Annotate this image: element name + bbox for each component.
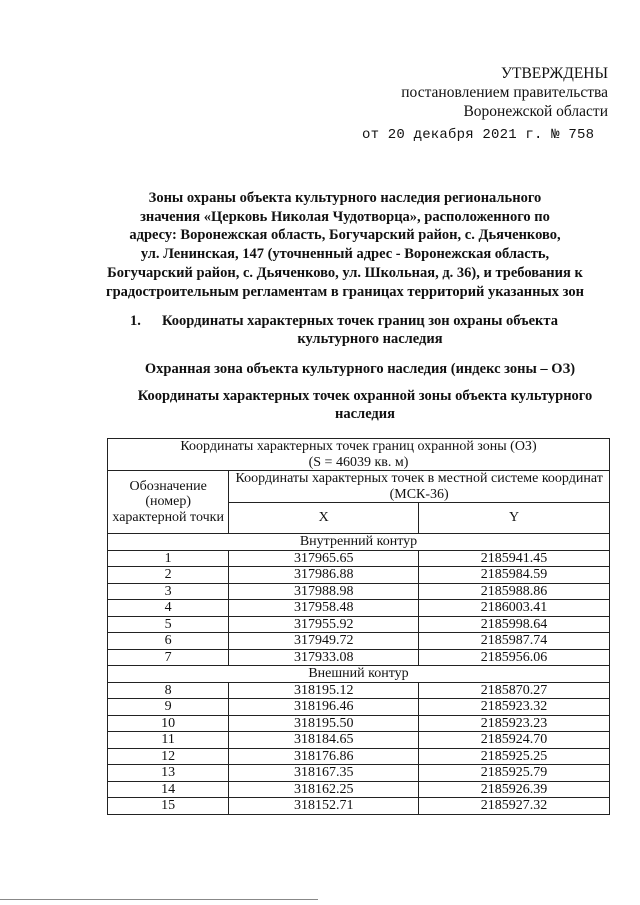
section-number: 1.	[130, 313, 141, 329]
y-coordinate-cell: 2185923.23	[419, 715, 610, 732]
document-title-line: адресу: Воронежская область, Богучарский район, с. Дьяченково,	[129, 227, 561, 244]
section-heading-line-1: Координаты характерных точек границ зон охраны объекта	[162, 313, 558, 329]
x-coordinate-cell: 317988.98	[229, 583, 419, 600]
table-caption-line-2: (S = 46039 кв. м)	[308, 454, 409, 470]
y-coordinate-cell: 2185925.25	[419, 748, 610, 765]
y-coordinate-cell: 2185987.74	[419, 633, 610, 650]
section-1-heading	[130, 312, 610, 348]
x-coordinate-cell: 318152.71	[229, 798, 419, 815]
table-row	[108, 583, 610, 600]
document-title-line: градостроительным регламентам в границах территорий указанных зон	[105, 283, 584, 300]
table-row	[108, 567, 610, 584]
coordinates-table	[107, 438, 610, 815]
coordinates-title-line-2: наследия	[335, 406, 395, 422]
footer-rule	[0, 899, 318, 900]
point-number-cell: 12	[108, 748, 229, 765]
y-coordinate-cell: 2185998.64	[419, 616, 610, 633]
header-x: X	[229, 503, 419, 534]
coordinates-title	[110, 387, 620, 423]
decree-date-number: от 20 декабря 2021 г. № 758	[362, 127, 595, 143]
table-row	[108, 748, 610, 765]
point-number-cell: 2	[108, 567, 229, 584]
header-coordinates: Координаты характерных точек в местной системе координат (МСК-36)	[229, 471, 610, 503]
approval-block	[308, 64, 608, 121]
point-number-cell: 5	[108, 616, 229, 633]
x-coordinate-cell: 317949.72	[229, 633, 419, 650]
approval-line-1: постановлением правительства	[401, 84, 608, 101]
document-title-line: Богучарский район, с. Дьяченково, ул. Школьная, д. 36), и требования к	[107, 264, 583, 281]
approval-status: УТВЕРЖДЕНЫ	[501, 65, 608, 82]
y-coordinate-cell: 2185956.06	[419, 649, 610, 666]
point-number-cell: 6	[108, 633, 229, 650]
section-heading-line-2: культурного наследия	[297, 331, 443, 347]
table-row	[108, 699, 610, 716]
table-row	[108, 633, 610, 650]
x-coordinate-cell: 317958.48	[229, 600, 419, 617]
contour-label: Внутренний контур	[108, 534, 610, 551]
x-coordinate-cell: 317933.08	[229, 649, 419, 666]
table-header-row	[108, 471, 610, 503]
header-point-designation: Обозначение (номер) характерной точки	[108, 471, 229, 534]
x-coordinate-cell: 318195.50	[229, 715, 419, 732]
x-coordinate-cell: 318176.86	[229, 748, 419, 765]
y-coordinate-cell: 2185924.70	[419, 732, 610, 749]
y-coordinate-cell: 2185988.86	[419, 583, 610, 600]
table-row	[108, 649, 610, 666]
point-number-cell: 9	[108, 699, 229, 716]
contour-section-row	[108, 666, 610, 683]
point-number-cell: 1	[108, 550, 229, 567]
coordinates-title-line-1: Координаты характерных точек охранной зоны объекта культурного	[137, 388, 593, 404]
zone-title: Охранная зона объекта культурного наследия (индекс зоны – ОЗ)	[144, 361, 576, 377]
document-title	[90, 189, 600, 301]
point-number-cell: 13	[108, 765, 229, 782]
table-row	[108, 732, 610, 749]
table-row	[108, 765, 610, 782]
point-number-cell: 11	[108, 732, 229, 749]
point-number-cell: 14	[108, 781, 229, 798]
y-coordinate-cell: 2185925.79	[419, 765, 610, 782]
x-coordinate-cell: 317986.88	[229, 567, 419, 584]
y-coordinate-cell: 2185941.45	[419, 550, 610, 567]
table-caption	[108, 439, 610, 471]
contour-label: Внешний контур	[108, 666, 610, 683]
table-caption-row	[108, 439, 610, 471]
table-caption-line-1: Координаты характерных точек границ охранной зоны (ОЗ)	[180, 439, 537, 454]
x-coordinate-cell: 318167.35	[229, 765, 419, 782]
x-coordinate-cell: 318195.12	[229, 682, 419, 699]
y-coordinate-cell: 2185923.32	[419, 699, 610, 716]
table-row	[108, 798, 610, 815]
y-coordinate-cell: 2186003.41	[419, 600, 610, 617]
y-coordinate-cell: 2185870.27	[419, 682, 610, 699]
table-row	[108, 616, 610, 633]
point-number-cell: 4	[108, 600, 229, 617]
y-coordinate-cell: 2185927.32	[419, 798, 610, 815]
table-row	[108, 550, 610, 567]
point-number-cell: 7	[108, 649, 229, 666]
contour-section-row	[108, 534, 610, 551]
table-row	[108, 715, 610, 732]
approval-line-2: Воронежской области	[463, 103, 608, 120]
document-title-line: значения «Церковь Николая Чудотворца», расположенного по	[140, 208, 550, 225]
table-row	[108, 781, 610, 798]
point-number-cell: 8	[108, 682, 229, 699]
x-coordinate-cell: 317955.92	[229, 616, 419, 633]
document-title-line: Зоны охраны объекта культурного наследия регионального	[148, 190, 542, 206]
y-coordinate-cell: 2185926.39	[419, 781, 610, 798]
header-y: Y	[419, 503, 610, 534]
table-row	[108, 682, 610, 699]
x-coordinate-cell: 318184.65	[229, 732, 419, 749]
x-coordinate-cell: 317965.65	[229, 550, 419, 567]
point-number-cell: 3	[108, 583, 229, 600]
x-coordinate-cell: 318196.46	[229, 699, 419, 716]
x-coordinate-cell: 318162.25	[229, 781, 419, 798]
table-row	[108, 600, 610, 617]
document-title-line: ул. Ленинская, 147 (уточненный адрес - Воронежская область,	[140, 246, 550, 263]
y-coordinate-cell: 2185984.59	[419, 567, 610, 584]
point-number-cell: 15	[108, 798, 229, 815]
point-number-cell: 10	[108, 715, 229, 732]
